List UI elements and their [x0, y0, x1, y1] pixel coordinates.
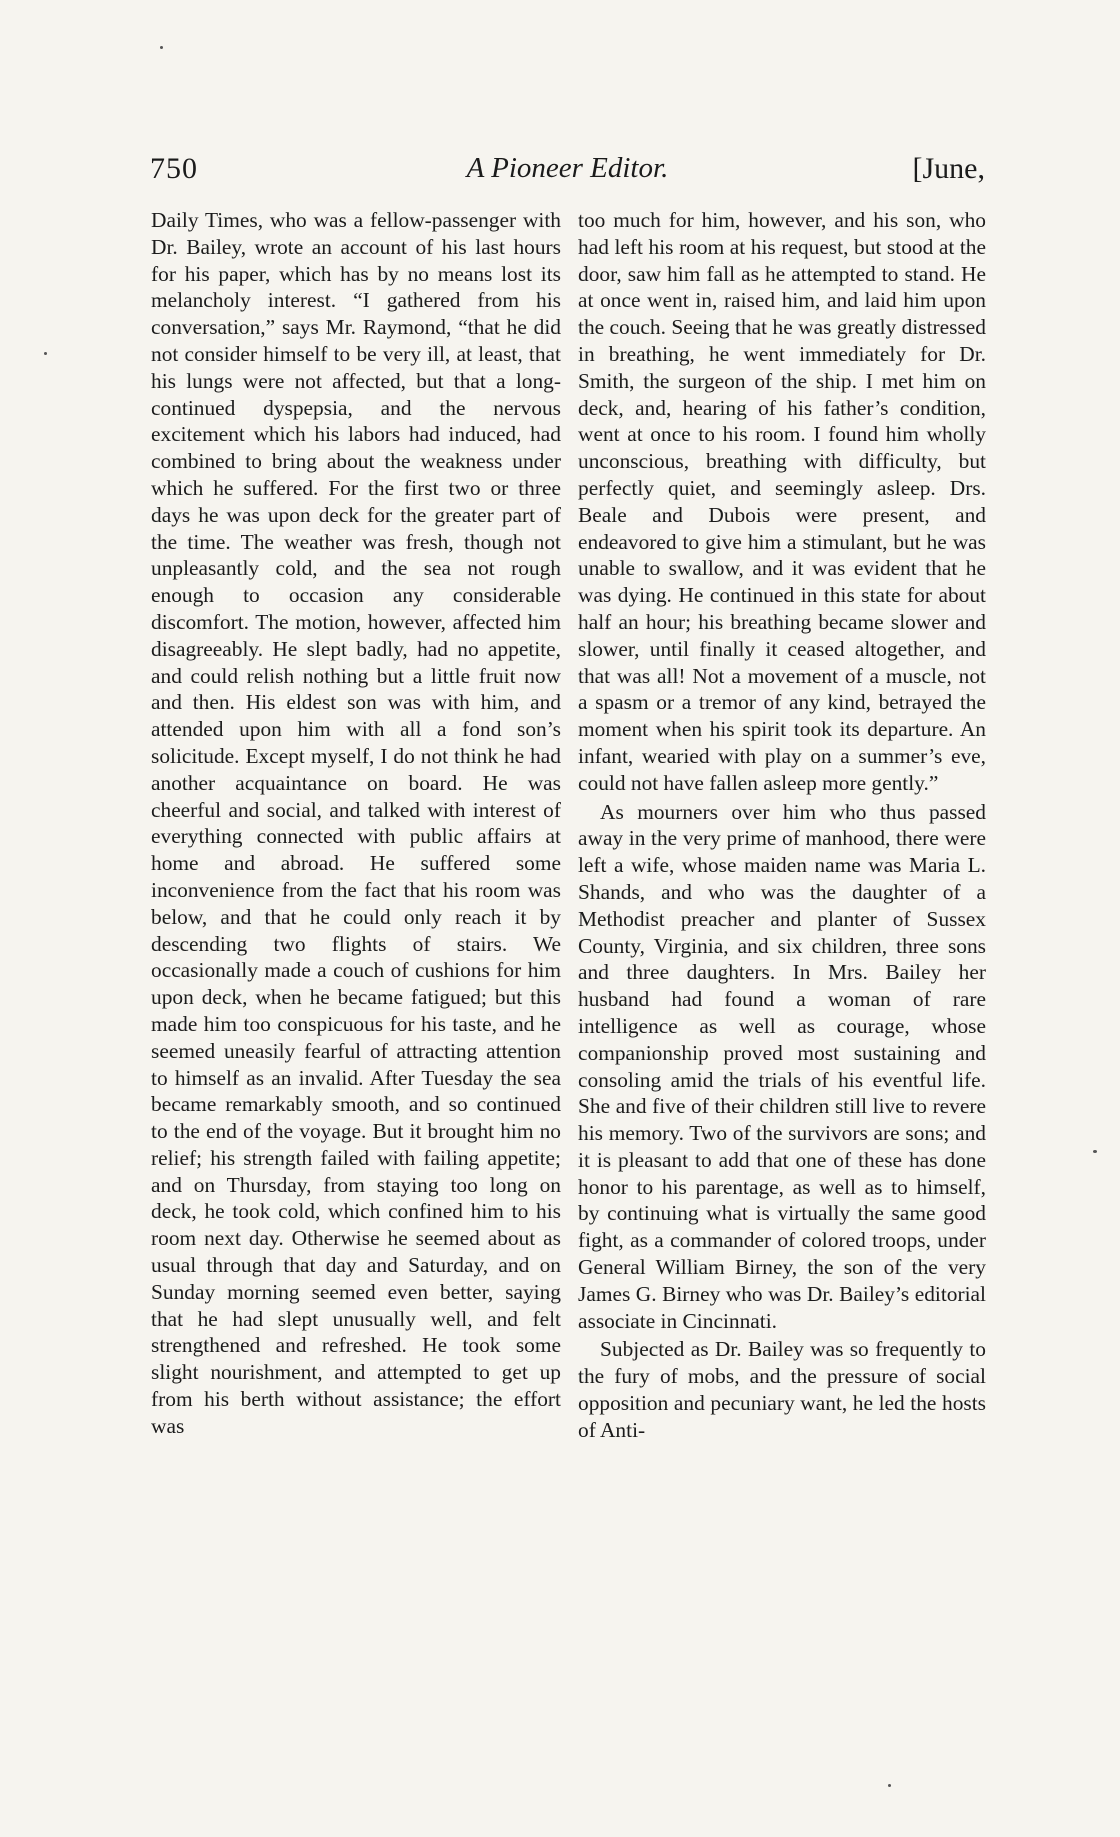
paper-speck [888, 1784, 891, 1787]
page-number: 750 [150, 152, 198, 185]
running-date: [June, [912, 152, 985, 185]
left-column [151, 207, 561, 1440]
right-column [578, 207, 986, 1444]
running-title: A Pioneer Editor. [466, 152, 669, 184]
paragraph: too much for him, however, and his son, who had left his room at his request, but stood at the door, saw him fall as he attempted to stand. He at once went in, raised him, and laid him upon the couch. Seeing that he was greatly distressed in breathing, he went immediately for Dr. Smith, the surgeon of the ship. I met him on deck, and, hearing of his father’s condition, went at once to his room. I found him wholly unconscious, breathing with difficulty, but perfectly quiet, and seemingly asleep. Drs. Beale and Dubois were present, and endeavored to give him a stimulant, but he was unable to swallow, and it was evident that he was dying. He continued in this state for about half an hour; his breathing became slower and slower, until finally it ceased altogether, and that was all! Not a movement of a muscle, not a spasm or a tremor of any kind, betrayed the moment when his spirit took its departure. An infant, wearied with play on a summer’s eve, could not have fallen asleep more gently.” [578, 208, 986, 795]
paragraph: Daily Times, who was a fellow-passenger with Dr. Bailey, wrote an account of his last hours for his paper, which has by no means lost its melancholy interest. “I gathered from his conversation,” says Mr. Raymond, “that he did not consider himself to be very ill, at least, that his lungs were not affected, but that a long-continued dyspepsia, and the nervous excitement which his labors had induced, had combined to bring about the weakness under which he suffered. For the first two or three days he was upon deck for the greater part of the time. The weather was fresh, though not unpleasantly cold, and the sea not rough enough to occasion any considerable discomfort. The motion, however, affected him disagreeably. He slept badly, had no appetite, and could relish nothing but a little fruit now and then. His eldest son was with him, and attended upon him with all a fond son’s solicitude. Except myself, I do not think he had another acquaintance on board. He was cheerful and social, and talked with interest of everything connected with public affairs at home and abroad. He suffered some inconvenience from the fact that his room was below, and that he could only reach it by descending two flights of stairs. We occasionally made a couch of cushions for him upon deck, when he became fatigued; but this made him too conspicuous for his taste, and he seemed uneasily fearful of attracting attention to himself as an invalid. After Tuesday the sea became remarkably smooth, and so continued to the end of the voyage. But it brought him no relief; his strength failed with failing appetite; and on Thursday, from staying too long on deck, he took cold, which confined him to his room next day. Otherwise he seemed about as usual through that day and Saturday, and on Sunday morning seemed even better, saying that he had slept unusually well, and felt strengthened and refreshed. He took some slight nourishment, and attempted to get up from his berth without assistance; the effort was [151, 208, 561, 1438]
paper-speck [44, 352, 47, 355]
paper-speck [1093, 1150, 1097, 1153]
paragraph: Subjected as Dr. Bailey was so frequently to the fury of mobs, and the pressure of social opposition and pecuniary want, he led the hosts of Anti- [578, 1337, 986, 1442]
paragraph: As mourners over him who thus passed away in the very prime of manhood, there were left a wife, whose maiden name was Maria L. Shands, and who was the daughter of a Methodist preacher and planter of Sussex County, Virginia, and six children, three sons and three daughters. In Mrs. Bailey her husband had found a woman of rare intelligence as well as courage, whose companionship proved most sustaining and consoling amid the trials of his eventful life. She and five of their children still live to revere his memory. Two of the survivors are sons; and it is pleasant to add that one of these has done honor to his parentage, as well as to himself, by continuing what is virtually the same good fight, as a commander of colored troops, under General William Birney, the son of the very James G. Birney who was Dr. Bailey’s editorial associate in Cincinnati. [578, 799, 986, 1333]
paper-speck [160, 46, 163, 49]
page-header [150, 148, 985, 198]
